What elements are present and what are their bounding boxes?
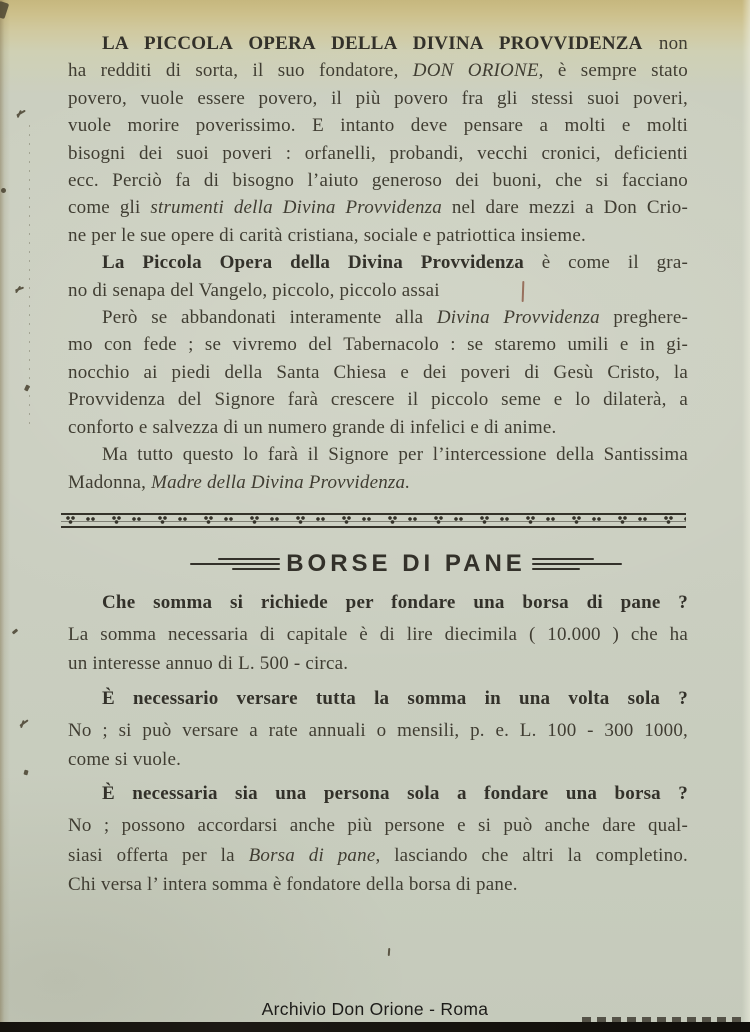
binding-crease (29, 125, 30, 425)
ink-speck (24, 384, 30, 391)
section-heading-row (96, 550, 716, 578)
ornamental-divider (61, 513, 686, 528)
page-left-edge (0, 0, 10, 1032)
answer-sum-required: La somma necessaria di capitale è di lire diecimila ( 10.000 ) che ha un interesse annuo di L. 500 - circa. (68, 624, 688, 675)
ink-speck (16, 110, 26, 117)
archive-caption: Archivio Don Orione - Roma (261, 999, 489, 1019)
rule-flourish-left-icon (190, 558, 280, 570)
mustard-seed-paragraph: La Piccola Opera della Divina Provvidenza è come il gra- no di senapa del Vangelo, piccolo, piccolo assai (68, 252, 688, 301)
ink-speck (1, 188, 6, 193)
question-single-person: È necessaria sia una persona sola a fondare una borsa ? (102, 783, 688, 805)
abandonment-paragraph: Però se abbandonati interamente alla Divina Provvidenza preghere- mo con fede ; se vivremo del Tabernacolo : se staremo umili e in gi- nocchio ai piedi della Santa Chiesa e dei poveri di Gesù Cristo, la Provvidenza del Signore farà crescere il piccolo seme e lo dilaterà, a conforto e salvezza di un numero grande di infelici e di anime. (68, 307, 688, 438)
page-content (68, 30, 688, 899)
intercession-paragraph: Ma tutto questo lo farà il Signore per l’intercessione della Santissima Madonna, Madre della Divina Provvidenza. (68, 444, 688, 493)
question-lump-sum: È necessario versare tutta la somma in una volta sola ? (102, 687, 688, 709)
intro-paragraph: LA PICCOLA OPERA DELLA DIVINA PROVVIDENZA non ha redditi di sorta, il suo fondatore, DON ORIONE, è sempre stato povero, vuole essere povero, il più povero fra gli stessi suoi poveri, vuole morire poverissimo. E intanto deve pensare a molti e molti bisogni dei suoi poveri : orfanelli, probandi, vecchi cronici, deficienti ecc. Perciò fa di bisogno l’aiuto generoso dei buoni, che si facciano come gli strumenti della Divina Provvidenza nel dare mezzi a Don Crio- ne per le sue opere di carità cristiana, sociale e patriottica insieme. (68, 33, 688, 246)
ink-speck (388, 948, 391, 956)
page-right-edge (742, 0, 750, 1032)
upper-text-section (68, 30, 688, 496)
answer-lump-sum: No ; si può versare a rate annuali o mensili, p. e. L. 100 - 300 1000, come si vuole. (68, 719, 688, 770)
ink-speck (19, 719, 28, 726)
qa-text-section (68, 588, 688, 899)
ink-speck (15, 287, 24, 292)
ink-speck (23, 770, 28, 776)
rule-flourish-right-icon (532, 558, 622, 570)
ink-speck (12, 628, 19, 634)
answer-single-person: No ; possono accordarsi anche più persone e si può anche dare qual- siasi offerta per la Borsa di pane, lasciando che altri la completino. Chi versa l’ intera somma è fondatore della borsa di pane. (68, 815, 689, 895)
scan-bottom-bar (0, 1022, 750, 1032)
corner-tear-mark (0, 1, 9, 19)
section-title: BORSE DI PANE (286, 549, 526, 577)
question-sum-required: Che somma si richiede per fondare una borsa di pane ? (102, 591, 688, 613)
